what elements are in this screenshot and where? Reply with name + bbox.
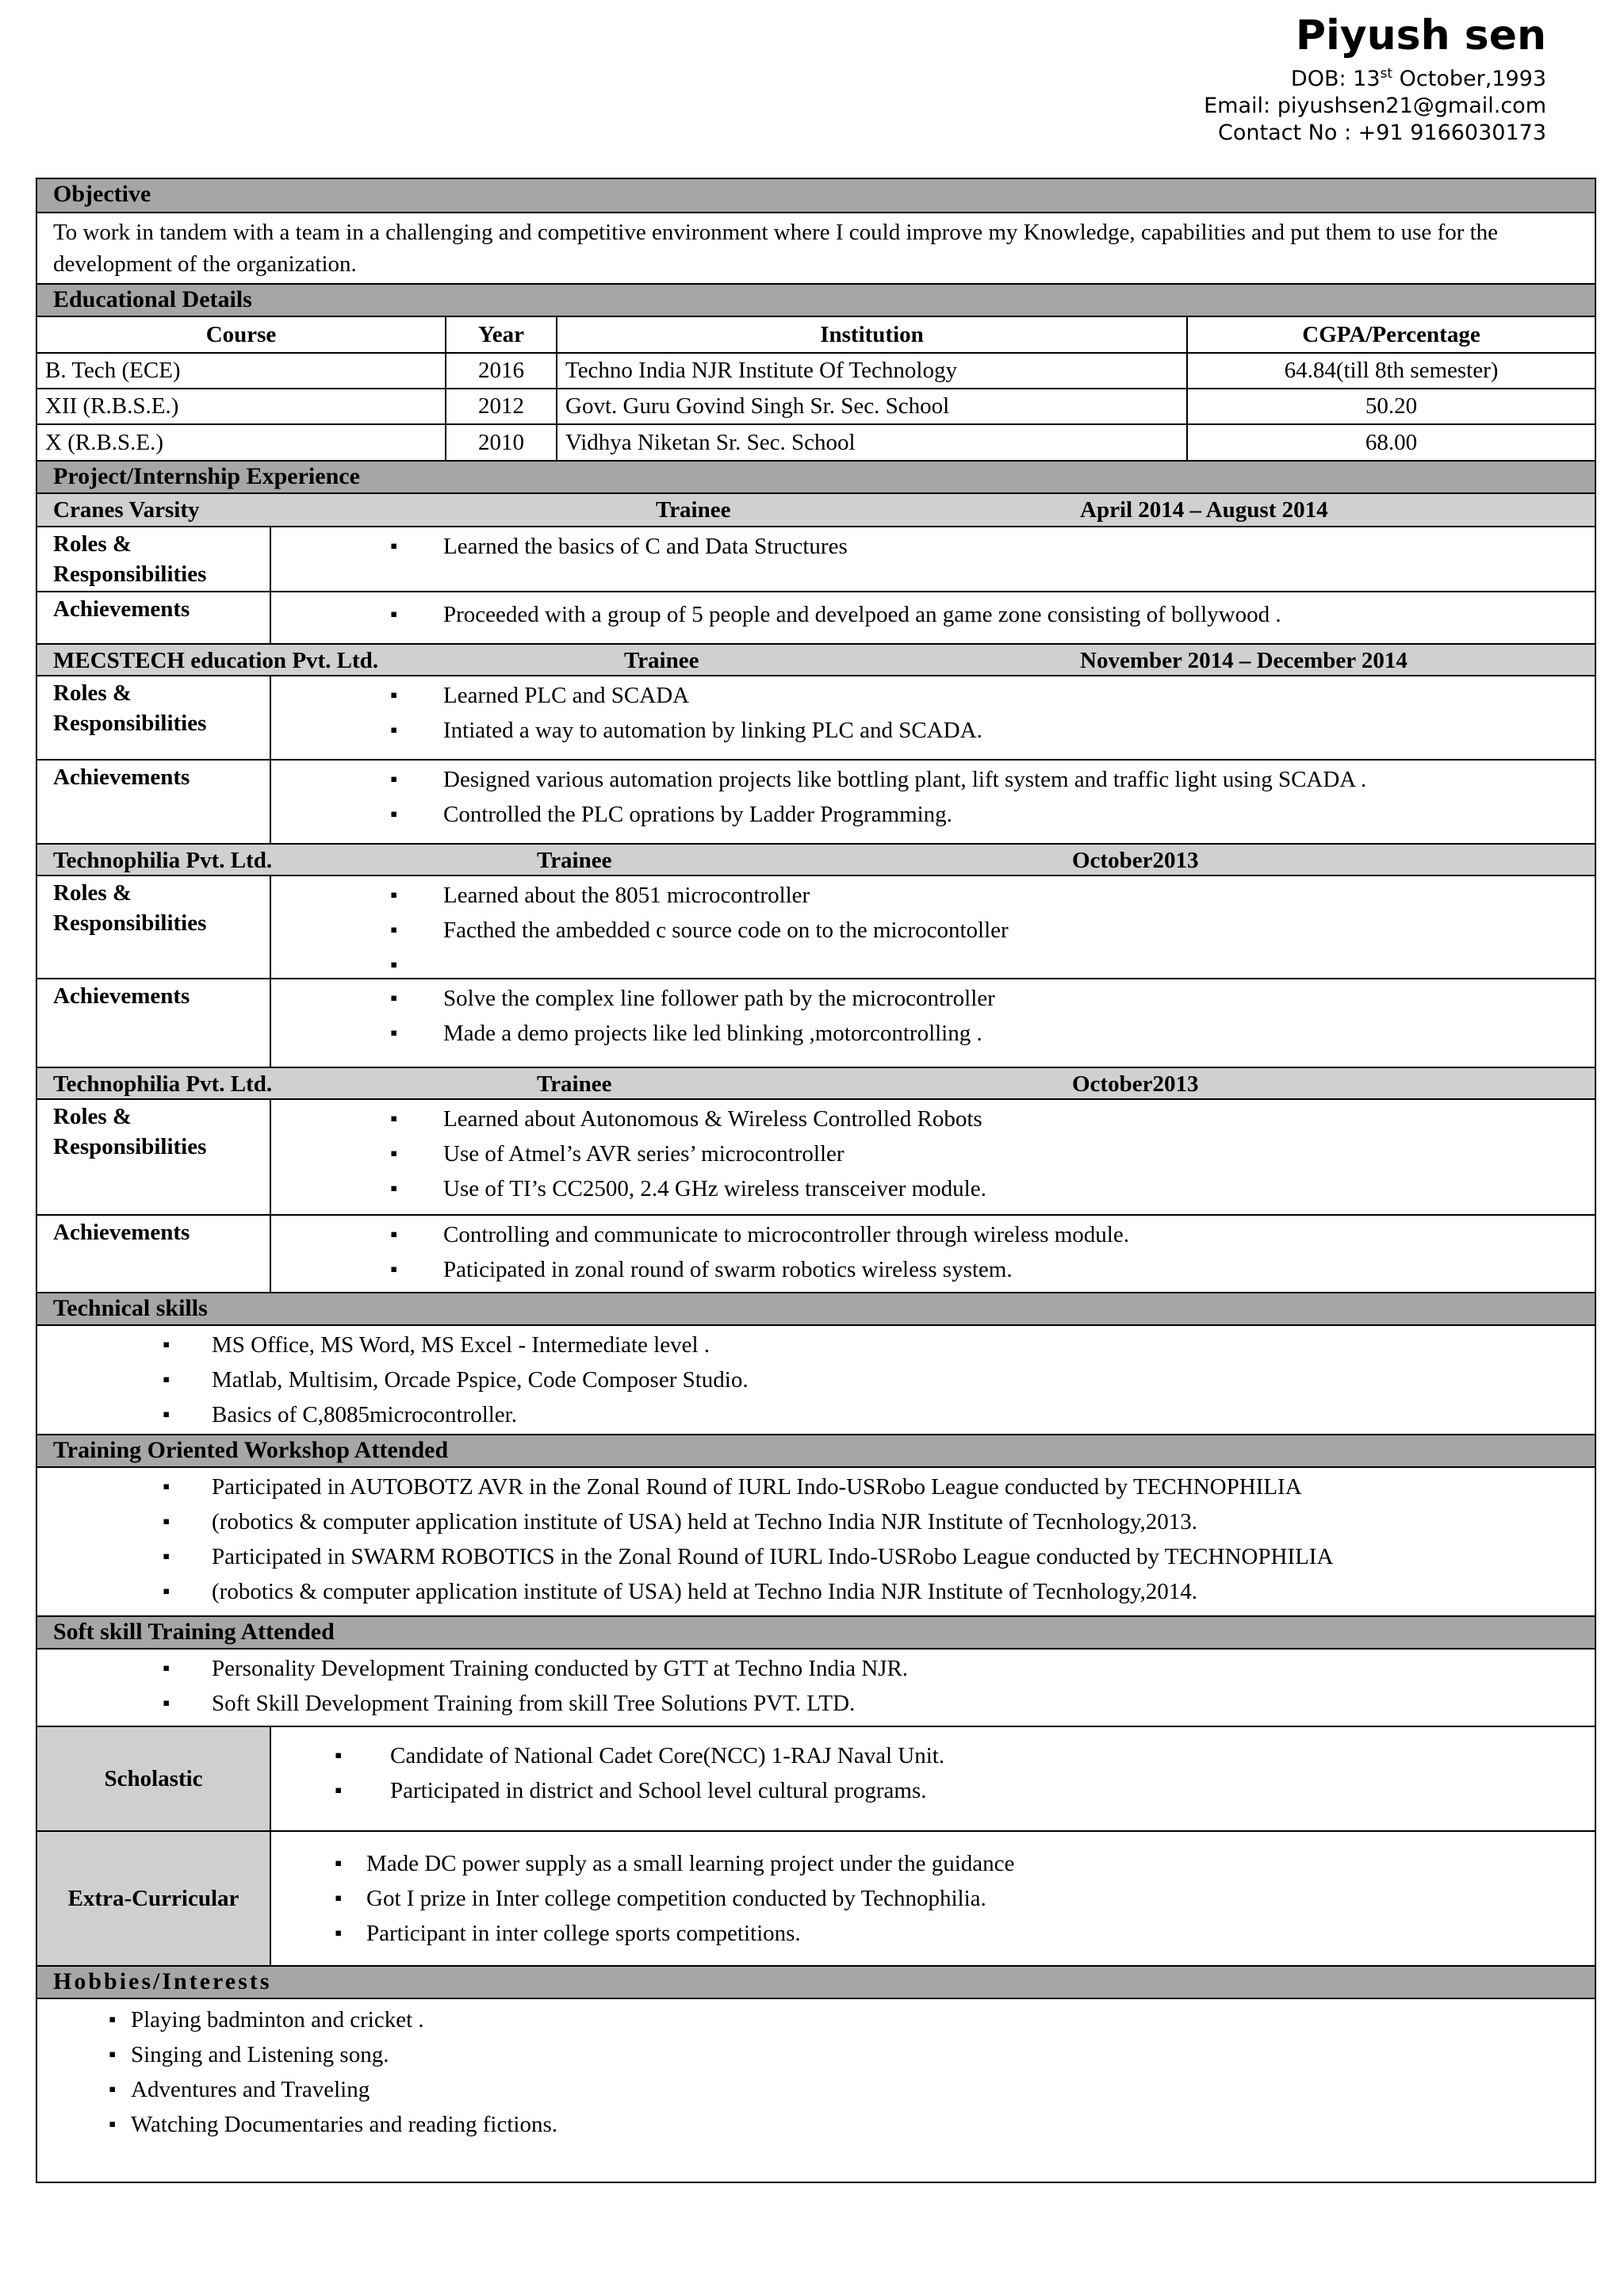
list-item: ▪ Controlled the PLC oprations by Ladder Programming. (271, 797, 1595, 832)
achievements-label: Achievements (37, 761, 271, 843)
dob-sup: st (1380, 66, 1393, 82)
dob-suffix: October,1993 (1392, 67, 1546, 91)
list-item: ▪ Playing badminton and cricket . (37, 2002, 1595, 2037)
achievements-label: Achievements (37, 1216, 271, 1292)
column-header: Institution (557, 317, 1187, 353)
achievements-row (37, 978, 1595, 1067)
list-item: ▪ Participant in inter college sports competitions. (271, 1916, 1595, 1951)
company-role: Trainee (656, 497, 731, 523)
list-item: ▪ Basics of C,8085microcontroller. (37, 1397, 1595, 1432)
list-item: ▪ Proceeded with a group of 5 people and develpoed an game zone consisting of bollywood . (271, 597, 1595, 632)
roles-row (37, 526, 1595, 591)
achievements-label: Achievements (37, 979, 271, 1067)
company-date: October2013 (1072, 848, 1199, 873)
extra-curricular-row (37, 1830, 1595, 1965)
list-item: ▪ Facthed the ambedded c source code on to the microcontoller (271, 913, 1595, 948)
achievements-row (37, 1214, 1595, 1292)
workshops-list (37, 1468, 1595, 1615)
roles-row (37, 1098, 1595, 1214)
company-name: Technophilia Pvt. Ltd. (53, 1071, 273, 1097)
table-row (37, 424, 1595, 460)
list-item: ▪ Personality Development Training conducted by GTT at Techno India NJR. (37, 1651, 1595, 1686)
year-cell: 2010 (446, 424, 557, 460)
score-cell: 64.84(till 8th semester) (1187, 353, 1595, 389)
education-table (37, 317, 1595, 460)
roles-label: Roles & Responsibilities (37, 527, 271, 591)
objective-text: To work in tandem with a team in a challenging and competitive environment where I could improve my Knowledge, capabilities and put them to use for the development of the organization. (53, 220, 1499, 277)
roles-label: Roles & Responsibilities (37, 1100, 271, 1214)
hobbies-heading: Hobbies/Interests (37, 1965, 1595, 1999)
email[interactable]: Email: piyushsen21@gmail.com (1204, 94, 1546, 118)
table-row (37, 389, 1595, 424)
scholastic-label: Scholastic (37, 1727, 271, 1830)
contact-number: Contact No : +91 9166030173 (1218, 121, 1546, 145)
list-item: ▪ Participated in district and School level cultural programs. (271, 1773, 1595, 1808)
hobbies-list (37, 1999, 1595, 2182)
company-name: MECSTECH education Pvt. Ltd. (53, 648, 379, 673)
list-item: ▪ Paticipated in zonal round of swarm robotics wireless system. (271, 1252, 1595, 1287)
course-cell: XII (R.B.S.E.) (37, 389, 446, 424)
list-item: ▪ Got I prize in Inter college competition conducted by Technophilia. (271, 1881, 1595, 1916)
project-company-bar (37, 843, 1595, 875)
column-header: Year (446, 317, 557, 353)
company-role: Trainee (624, 648, 699, 673)
score-cell: 68.00 (1187, 424, 1595, 460)
dob-prefix: DOB: 13 (1290, 67, 1381, 91)
objective-heading: Objective (37, 179, 1595, 213)
column-header: CGPA/Percentage (1187, 317, 1595, 353)
education-heading: Educational Details (37, 283, 1595, 317)
list-item: ▪ Controlling and communicate to microcontroller through wireless module. (271, 1217, 1595, 1252)
roles-row (37, 675, 1595, 759)
resume-body (36, 178, 1596, 2183)
achievements-label: Achievements (37, 592, 271, 643)
list-item: ▪ Watching Documentaries and reading fictions. (37, 2107, 1595, 2142)
list-item: ▪ Designed various automation projects like bottling plant, lift system and traffic light using SCADA . (271, 762, 1595, 797)
company-date: April 2014 – August 2014 (1080, 497, 1328, 523)
technical-skills-list (37, 1326, 1595, 1434)
course-cell: B. Tech (ECE) (37, 353, 446, 389)
list-item: ▪ (robotics & computer application institute of USA) held at Techno India NJR Institute of Tecnhology,2013. (37, 1504, 1595, 1539)
institution-cell: Techno India NJR Institute Of Technology (557, 353, 1187, 389)
list-item: ▪ Intiated a way to automation by linking PLC and SCADA. (271, 713, 1595, 748)
column-header: Course (37, 317, 446, 353)
date-of-birth (1204, 60, 1546, 93)
resume-header (1204, 11, 1546, 147)
projects-heading: Project/Internship Experience (37, 460, 1595, 494)
list-item: ▪ Learned PLC and SCADA (271, 678, 1595, 713)
roles-label: Roles & Responsibilities (37, 876, 271, 978)
list-item: ▪ Use of TI’s CC2500, 2.4 GHz wireless transceiver module. (271, 1171, 1595, 1206)
list-item: ▪ Participated in SWARM ROBOTICS in the Zonal Round of IURL Indo-USRobo League conducted by TECHNOPHILIA (37, 1539, 1595, 1574)
institution-cell: Govt. Guru Govind Singh Sr. Sec. School (557, 389, 1187, 424)
list-item: ▪ MS Office, MS Word, MS Excel - Intermediate level . (37, 1328, 1595, 1362)
workshops-heading: Training Oriented Workshop Attended (37, 1434, 1595, 1468)
list-item: ▪ Participated in AUTOBOTZ AVR in the Zonal Round of IURL Indo-USRobo League conducted by TECHNOPHILIA (37, 1469, 1595, 1504)
list-item: ▪ Use of Atmel’s AVR series’ microcontroller (271, 1136, 1595, 1171)
company-role: Trainee (537, 848, 612, 873)
list-item: ▪ Matlab, Multisim, Orcade Pspice, Code Composer Studio. (37, 1362, 1595, 1397)
achievements-row (37, 759, 1595, 843)
project-company-bar (37, 1067, 1595, 1098)
list-item: ▪ Solve the complex line follower path by the microcontroller (271, 981, 1595, 1016)
technical-skills-heading: Technical skills (37, 1292, 1595, 1326)
list-item: ▪ Learned about the 8051 microcontroller (271, 878, 1595, 913)
list-item: ▪ Candidate of National Cadet Core(NCC) 1-RAJ Naval Unit. (271, 1738, 1595, 1773)
company-name: Cranes Varsity (53, 497, 200, 523)
list-item: ▪ Made DC power supply as a small learning project under the guidance (271, 1846, 1595, 1881)
education-header-row (37, 317, 1595, 353)
company-name: Technophilia Pvt. Ltd. (53, 848, 273, 873)
score-cell: 50.20 (1187, 389, 1595, 424)
list-item: ▪ Soft Skill Development Training from skill Tree Solutions PVT. LTD. (37, 1686, 1595, 1721)
list-item: ▪ Learned the basics of C and Data Structures (271, 529, 1595, 564)
institution-cell: Vidhya Niketan Sr. Sec. School (557, 424, 1187, 460)
achievements-row (37, 591, 1595, 643)
candidate-name: Piyush sen (1295, 12, 1546, 59)
company-role: Trainee (537, 1071, 612, 1097)
project-company-bar (37, 494, 1595, 526)
list-item: ▪ Adventures and Traveling (37, 2072, 1595, 2107)
company-date: October2013 (1072, 1071, 1199, 1097)
roles-row (37, 875, 1595, 978)
year-cell: 2012 (446, 389, 557, 424)
soft-skills-heading: Soft skill Training Attended (37, 1615, 1595, 1649)
year-cell: 2016 (446, 353, 557, 389)
list-item: ▪ Learned about Autonomous & Wireless Controlled Robots (271, 1102, 1595, 1136)
company-date: November 2014 – December 2014 (1080, 648, 1408, 673)
list-item: ▪ (robotics & computer application institute of USA) held at Techno India NJR Institute of Tecnhology,2014. (37, 1574, 1595, 1609)
course-cell: X (R.B.S.E.) (37, 424, 446, 460)
extra-curricular-label: Extra-Curricular (37, 1832, 271, 1965)
roles-label: Roles & Responsibilities (37, 676, 271, 759)
list-item: ▪ Made a demo projects like led blinking ,motorcontrolling . (271, 1016, 1595, 1051)
soft-skills-list (37, 1649, 1595, 1726)
list-item: ▪ Singing and Listening song. (37, 2037, 1595, 2072)
scholastic-row (37, 1726, 1595, 1830)
project-company-bar (37, 643, 1595, 675)
table-row (37, 353, 1595, 389)
